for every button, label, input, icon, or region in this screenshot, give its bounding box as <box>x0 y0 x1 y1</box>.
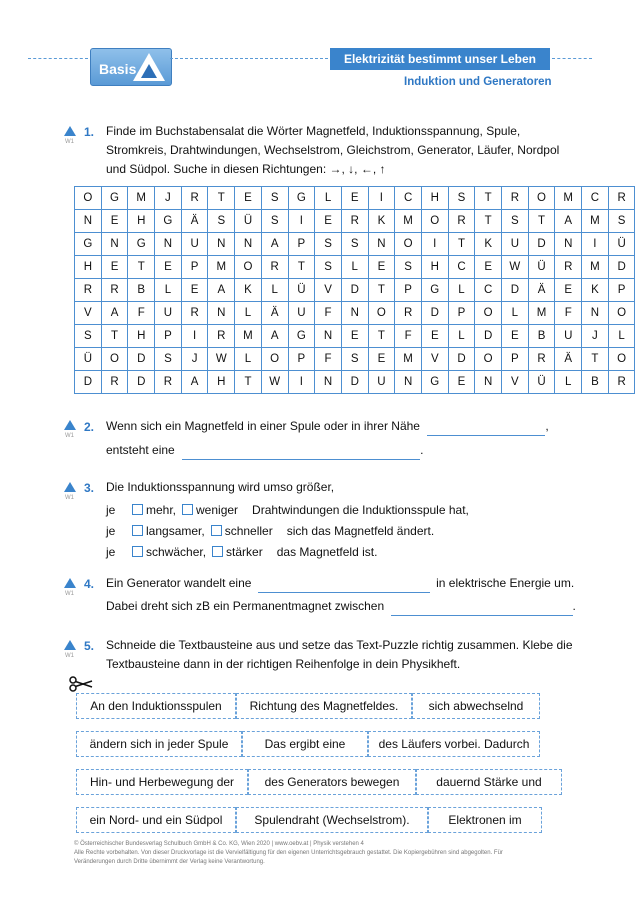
grid-cell[interactable]: O <box>235 256 262 279</box>
chapter-title: Elektrizität bestimmt unser Leben <box>330 48 550 70</box>
grid-cell[interactable]: E <box>315 210 342 233</box>
grid-cell[interactable]: E <box>235 187 262 210</box>
checkbox[interactable] <box>132 546 143 557</box>
grid-cell[interactable]: Ü <box>288 279 315 302</box>
grid-row <box>75 279 635 302</box>
grid-cell[interactable]: E <box>101 256 128 279</box>
grid-cell[interactable]: K <box>582 279 609 302</box>
option-a: mehr, <box>146 503 177 517</box>
grid-cell[interactable]: R <box>448 210 475 233</box>
grid-cell[interactable]: S <box>315 233 342 256</box>
grid-cell[interactable]: E <box>155 256 182 279</box>
grid-cell[interactable]: E <box>368 348 395 371</box>
grid-row <box>75 233 635 256</box>
grid-cell[interactable]: L <box>448 325 475 348</box>
grid-cell[interactable]: S <box>75 325 102 348</box>
task4-punct: . <box>572 599 576 613</box>
grid-cell[interactable]: P <box>288 233 315 256</box>
grid-cell[interactable]: L <box>448 279 475 302</box>
level-triangle-icon <box>64 578 76 588</box>
header-divider-mid <box>170 58 328 59</box>
grid-cell[interactable]: A <box>261 325 288 348</box>
footer-line: © Österreichischer Bundesverlag Schulbuch GmbH & Co. KG, Wien 2020 | www.oebv.at | Physik verstehen 4 <box>74 841 364 847</box>
grid-row <box>75 302 635 325</box>
grid-cell[interactable]: L <box>235 302 262 325</box>
grid-cell[interactable]: T <box>368 325 395 348</box>
grid-cell[interactable]: M <box>208 256 235 279</box>
option-rest: sich das Magnetfeld ändert. <box>286 524 435 538</box>
grid-cell[interactable]: Ä <box>555 348 582 371</box>
grid-cell[interactable]: S <box>608 210 635 233</box>
grid-cell[interactable]: I <box>181 325 208 348</box>
text-piece[interactable]: dauernd Stärke und <box>416 769 562 795</box>
grid-cell[interactable]: D <box>475 325 502 348</box>
grid-cell[interactable]: L <box>341 256 368 279</box>
grid-cell[interactable]: M <box>395 348 422 371</box>
grid-cell[interactable]: D <box>128 371 155 394</box>
level-triangle-icon <box>64 126 76 136</box>
grid-cell[interactable]: V <box>315 279 342 302</box>
level-triangle-icon <box>64 420 76 430</box>
task3-options <box>106 501 469 564</box>
grid-cell[interactable]: U <box>288 302 315 325</box>
grid-cell[interactable]: O <box>608 302 635 325</box>
header-divider-left <box>28 58 88 59</box>
text-piece[interactable]: sich abwechselnd <box>412 693 540 719</box>
grid-cell[interactable]: I <box>421 233 448 256</box>
grid-cell[interactable]: U <box>155 302 182 325</box>
grid-cell[interactable]: T <box>288 256 315 279</box>
grid-cell[interactable]: T <box>582 348 609 371</box>
task5-instructions <box>106 636 586 674</box>
grid-cell[interactable]: G <box>101 187 128 210</box>
grid-cell[interactable]: S <box>261 187 288 210</box>
option-a: langsamer, <box>146 524 205 538</box>
text-piece[interactable]: des Generators bewegen <box>248 769 416 795</box>
grid-cell[interactable]: O <box>528 187 555 210</box>
task2-line2 <box>106 441 423 460</box>
grid-cell[interactable]: E <box>101 210 128 233</box>
checkbox[interactable] <box>182 504 193 515</box>
grid-cell[interactable]: O <box>395 233 422 256</box>
text-piece[interactable]: ändern sich in jeder Spule <box>76 731 242 757</box>
grid-cell[interactable]: H <box>75 256 102 279</box>
triangle-inner-icon <box>141 64 157 78</box>
option-a: schwächer, <box>146 545 207 559</box>
grid-cell[interactable]: S <box>341 233 368 256</box>
text-piece[interactable]: ein Nord- und ein Südpol <box>76 807 236 833</box>
grid-cell[interactable]: I <box>582 233 609 256</box>
grid-cell[interactable]: I <box>288 210 315 233</box>
grid-cell[interactable]: G <box>128 233 155 256</box>
grid-cell[interactable]: V <box>421 348 448 371</box>
text-piece[interactable]: Das ergibt eine <box>242 731 368 757</box>
grid-cell[interactable]: M <box>555 187 582 210</box>
grid-cell[interactable]: I <box>368 187 395 210</box>
grid-cell[interactable]: N <box>235 233 262 256</box>
level-triangle-icon <box>64 640 76 650</box>
task4-text: Dabei dreht sich zB ein Permanentmagnet zwischen <box>106 599 385 613</box>
grid-cell[interactable]: U <box>181 233 208 256</box>
grid-cell[interactable]: L <box>315 187 342 210</box>
grid-cell[interactable]: G <box>421 371 448 394</box>
grid-cell[interactable]: C <box>475 279 502 302</box>
grid-cell[interactable]: L <box>261 279 288 302</box>
grid-cell[interactable]: U <box>502 233 529 256</box>
grid-cell[interactable]: I <box>288 371 315 394</box>
text-piece[interactable]: An den Induktionsspulen <box>76 693 236 719</box>
grid-cell[interactable]: E <box>475 256 502 279</box>
grid-cell[interactable]: L <box>555 371 582 394</box>
checkbox[interactable] <box>212 546 223 557</box>
grid-cell[interactable]: D <box>341 279 368 302</box>
answer-blank[interactable] <box>258 578 430 593</box>
grid-cell[interactable]: H <box>128 210 155 233</box>
task2-punct: , <box>545 419 549 433</box>
grid-cell[interactable]: P <box>608 279 635 302</box>
grid-cell[interactable]: T <box>235 371 262 394</box>
grid-cell[interactable]: G <box>288 187 315 210</box>
grid-cell[interactable]: P <box>395 279 422 302</box>
grid-cell[interactable]: Ü <box>75 348 102 371</box>
grid-cell[interactable]: N <box>582 302 609 325</box>
task1-line: Stromkreis, Drahtwindungen, Wechselstrom, Gleichstrom, Generator, Läufer, Nordpol <box>106 143 560 157</box>
grid-cell[interactable]: R <box>101 279 128 302</box>
grid-cell[interactable]: M <box>235 325 262 348</box>
grid-cell[interactable]: T <box>448 233 475 256</box>
grid-cell[interactable]: B <box>528 325 555 348</box>
grid-cell[interactable]: V <box>75 302 102 325</box>
scissors-icon <box>68 676 94 692</box>
grid-cell[interactable]: F <box>395 325 422 348</box>
grid-cell[interactable]: S <box>448 187 475 210</box>
grid-cell[interactable]: A <box>555 210 582 233</box>
section-subtitle: Induktion und Generatoren <box>404 76 552 88</box>
task1-line: Finde im Buchstabensalat die Wörter Magnetfeld, Induktionsspannung, Spule, <box>106 124 521 138</box>
grid-cell[interactable]: N <box>395 371 422 394</box>
task1-instructions <box>106 122 586 179</box>
grid-row <box>75 210 635 233</box>
footer-line: Veränderungen durch Dritte übernimmt der Verlag keine Verantwortung. <box>74 859 265 865</box>
grid-cell[interactable]: N <box>341 302 368 325</box>
grid-cell[interactable]: O <box>608 348 635 371</box>
task3-row <box>106 543 469 564</box>
answer-blank[interactable] <box>182 445 420 460</box>
letter-grid <box>74 186 635 394</box>
header-divider-right <box>552 58 592 59</box>
grid-cell[interactable]: P <box>448 302 475 325</box>
je-label: je <box>106 545 116 559</box>
task3-row <box>106 501 469 522</box>
grid-cell[interactable]: S <box>155 348 182 371</box>
grid-cell[interactable]: N <box>315 371 342 394</box>
grid-cell[interactable]: D <box>502 279 529 302</box>
grid-cell[interactable]: S <box>395 256 422 279</box>
grid-cell[interactable]: R <box>608 371 635 394</box>
grid-cell[interactable]: Ü <box>235 210 262 233</box>
task3-number: 3. <box>84 481 95 495</box>
task1-number: 1. <box>84 125 95 139</box>
grid-cell[interactable]: P <box>155 325 182 348</box>
task2-line1 <box>106 417 549 436</box>
grid-cell[interactable]: N <box>101 233 128 256</box>
checkbox[interactable] <box>211 525 222 536</box>
grid-row <box>75 371 635 394</box>
task2-number: 2. <box>84 420 95 434</box>
grid-cell[interactable]: D <box>608 256 635 279</box>
grid-cell[interactable]: B <box>128 279 155 302</box>
grid-cell[interactable]: R <box>155 371 182 394</box>
grid-cell[interactable]: C <box>448 256 475 279</box>
grid-cell[interactable]: S <box>208 210 235 233</box>
grid-cell[interactable]: M <box>582 210 609 233</box>
grid-cell[interactable]: E <box>502 325 529 348</box>
task4-text: in elektrische Energie um. <box>436 576 575 590</box>
je-label: je <box>106 503 116 517</box>
grid-cell[interactable]: H <box>128 325 155 348</box>
grid-cell[interactable]: U <box>555 325 582 348</box>
grid-cell[interactable]: T <box>368 279 395 302</box>
option-rest: das Magnetfeld ist. <box>276 545 378 559</box>
checkbox[interactable] <box>132 525 143 536</box>
grid-cell[interactable]: E <box>181 279 208 302</box>
task2-punct: . <box>420 443 424 457</box>
task2-text: entsteht eine <box>106 443 175 457</box>
grid-cell[interactable]: J <box>155 187 182 210</box>
grid-cell[interactable]: Ä <box>181 210 208 233</box>
grid-cell[interactable]: E <box>448 371 475 394</box>
grid-cell[interactable]: F <box>315 348 342 371</box>
grid-cell[interactable]: A <box>208 279 235 302</box>
grid-cell[interactable]: S <box>502 210 529 233</box>
grid-cell[interactable]: R <box>75 279 102 302</box>
task5-number: 5. <box>84 639 95 653</box>
grid-cell[interactable]: N <box>208 302 235 325</box>
grid-cell[interactable]: T <box>128 256 155 279</box>
basis-logo <box>90 48 172 86</box>
grid-cell[interactable]: R <box>181 187 208 210</box>
grid-cell[interactable]: R <box>395 302 422 325</box>
grid-cell[interactable]: W <box>261 371 288 394</box>
grid-cell[interactable]: U <box>368 371 395 394</box>
grid-cell[interactable]: G <box>155 210 182 233</box>
task2-text: Wenn sich ein Magnetfeld in einer Spule oder in ihrer Nähe <box>106 419 420 433</box>
grid-cell[interactable]: W <box>208 348 235 371</box>
level-label: W1 <box>65 433 74 439</box>
text-piece[interactable]: Richtung des Magnetfeldes. <box>236 693 412 719</box>
grid-cell[interactable]: F <box>315 302 342 325</box>
answer-blank[interactable] <box>427 421 545 436</box>
grid-cell[interactable]: H <box>421 256 448 279</box>
level-triangle-icon <box>64 482 76 492</box>
grid-cell[interactable]: O <box>421 210 448 233</box>
task4-text: Ein Generator wandelt eine <box>106 576 252 590</box>
grid-cell[interactable]: S <box>261 210 288 233</box>
grid-cell[interactable]: V <box>502 371 529 394</box>
grid-cell[interactable]: R <box>208 325 235 348</box>
grid-cell[interactable]: M <box>395 210 422 233</box>
task3-intro: Die Induktionsspannung wird umso größer, <box>106 480 335 494</box>
grid-cell[interactable]: D <box>528 233 555 256</box>
grid-cell[interactable]: F <box>555 302 582 325</box>
grid-cell[interactable]: R <box>101 371 128 394</box>
grid-cell[interactable]: T <box>101 325 128 348</box>
grid-cell[interactable]: B <box>582 371 609 394</box>
text-piece[interactable]: Spulendraht (Wechselstrom). <box>236 807 428 833</box>
grid-cell[interactable]: R <box>181 302 208 325</box>
task4-line2 <box>106 597 576 616</box>
grid-cell[interactable]: K <box>235 279 262 302</box>
grid-cell[interactable]: N <box>75 210 102 233</box>
grid-cell[interactable]: A <box>181 371 208 394</box>
grid-cell[interactable]: K <box>368 210 395 233</box>
level-label: W1 <box>65 653 74 659</box>
grid-cell[interactable]: J <box>582 325 609 348</box>
grid-cell[interactable]: M <box>128 187 155 210</box>
task5-line: Textbausteine dann in der richtigen Reihenfolge in dein Physikheft. <box>106 657 461 671</box>
level-label: W1 <box>65 591 74 597</box>
grid-cell[interactable]: O <box>261 348 288 371</box>
task4-number: 4. <box>84 577 95 591</box>
option-b: weniger <box>196 503 239 517</box>
grid-cell[interactable]: M <box>528 302 555 325</box>
grid-cell[interactable]: T <box>528 210 555 233</box>
grid-cell[interactable]: P <box>181 256 208 279</box>
grid-cell[interactable]: Ü <box>528 256 555 279</box>
grid-cell[interactable]: A <box>101 302 128 325</box>
je-label: je <box>106 524 116 538</box>
task4-line1 <box>106 574 574 593</box>
grid-cell[interactable]: K <box>475 233 502 256</box>
logo-text: Basis <box>99 61 137 77</box>
grid-cell[interactable]: G <box>421 279 448 302</box>
grid-cell[interactable]: J <box>181 348 208 371</box>
grid-cell[interactable]: T <box>475 187 502 210</box>
grid-cell[interactable]: G <box>75 233 102 256</box>
grid-cell[interactable]: S <box>315 256 342 279</box>
grid-cell[interactable]: H <box>208 371 235 394</box>
footer <box>74 840 554 867</box>
option-b: stärker <box>226 545 263 559</box>
grid-cell[interactable]: A <box>261 233 288 256</box>
grid-cell[interactable]: F <box>128 302 155 325</box>
grid-cell[interactable]: S <box>341 348 368 371</box>
grid-cell[interactable]: T <box>475 210 502 233</box>
grid-cell[interactable]: C <box>582 187 609 210</box>
grid-cell[interactable]: Ä <box>528 279 555 302</box>
grid-cell[interactable]: Ü <box>528 371 555 394</box>
grid-cell[interactable]: R <box>341 210 368 233</box>
grid-cell[interactable]: O <box>475 302 502 325</box>
grid-row <box>75 187 635 210</box>
answer-blank[interactable] <box>391 601 573 616</box>
grid-cell[interactable]: R <box>555 256 582 279</box>
grid-row <box>75 348 635 371</box>
level-label: W1 <box>65 139 74 145</box>
grid-cell[interactable]: R <box>502 187 529 210</box>
grid-cell[interactable]: O <box>475 348 502 371</box>
grid-cell[interactable]: W <box>502 256 529 279</box>
task3-row <box>106 522 469 543</box>
text-piece[interactable]: Hin- und Herbewegung der <box>76 769 248 795</box>
grid-cell[interactable]: D <box>448 348 475 371</box>
grid-row <box>75 325 635 348</box>
grid-cell[interactable]: D <box>421 302 448 325</box>
grid-cell[interactable]: Ä <box>261 302 288 325</box>
grid-cell[interactable]: P <box>502 348 529 371</box>
task1-line: und Südpol. Suche in diesen Richtungen: →, ↓, ←, ↑ <box>106 162 386 176</box>
grid-cell[interactable]: E <box>341 325 368 348</box>
text-piece[interactable]: Elektronen im <box>428 807 542 833</box>
grid-cell[interactable]: E <box>368 256 395 279</box>
grid-cell[interactable]: N <box>475 371 502 394</box>
grid-cell[interactable]: E <box>421 325 448 348</box>
grid-cell[interactable]: H <box>421 187 448 210</box>
grid-cell[interactable]: D <box>341 371 368 394</box>
grid-cell[interactable]: M <box>582 256 609 279</box>
grid-cell[interactable]: L <box>608 325 635 348</box>
footer-line: Alle Rechte vorbehalten. Von dieser Druckvorlage ist die Vervielfältigung für den eigenen Unterrichtsgebrauch gestattet. Die Kopiergebühren sind abgegolten. Für <box>74 850 503 856</box>
text-piece[interactable]: des Läufers vorbei. Dadurch <box>368 731 540 757</box>
grid-cell[interactable]: L <box>235 348 262 371</box>
option-rest: Drahtwindungen die Induktionsspule hat, <box>252 503 469 517</box>
grid-cell[interactable]: L <box>502 302 529 325</box>
grid-cell[interactable]: T <box>208 187 235 210</box>
grid-cell[interactable]: O <box>101 348 128 371</box>
grid-row <box>75 256 635 279</box>
option-b: schneller <box>224 524 273 538</box>
grid-cell[interactable]: N <box>368 233 395 256</box>
grid-cell[interactable]: Ü <box>608 233 635 256</box>
grid-cell[interactable]: N <box>208 233 235 256</box>
grid-cell[interactable]: R <box>608 187 635 210</box>
grid-cell[interactable]: R <box>528 348 555 371</box>
grid-cell[interactable]: N <box>155 233 182 256</box>
grid-cell[interactable]: R <box>261 256 288 279</box>
level-label: W1 <box>65 495 74 501</box>
grid-cell[interactable]: D <box>75 371 102 394</box>
grid-cell[interactable]: C <box>395 187 422 210</box>
grid-cell[interactable]: N <box>555 233 582 256</box>
grid-cell[interactable]: D <box>128 348 155 371</box>
grid-cell[interactable]: E <box>555 279 582 302</box>
grid-cell[interactable]: O <box>75 187 102 210</box>
task5-line: Schneide die Textbausteine aus und setze das Text-Puzzle richtig zusammen. Klebe die <box>106 638 573 652</box>
grid-cell[interactable]: G <box>288 325 315 348</box>
grid-cell[interactable]: O <box>368 302 395 325</box>
grid-cell[interactable]: E <box>341 187 368 210</box>
grid-cell[interactable]: N <box>315 325 342 348</box>
checkbox[interactable] <box>132 504 143 515</box>
grid-cell[interactable]: L <box>155 279 182 302</box>
grid-cell[interactable]: P <box>288 348 315 371</box>
